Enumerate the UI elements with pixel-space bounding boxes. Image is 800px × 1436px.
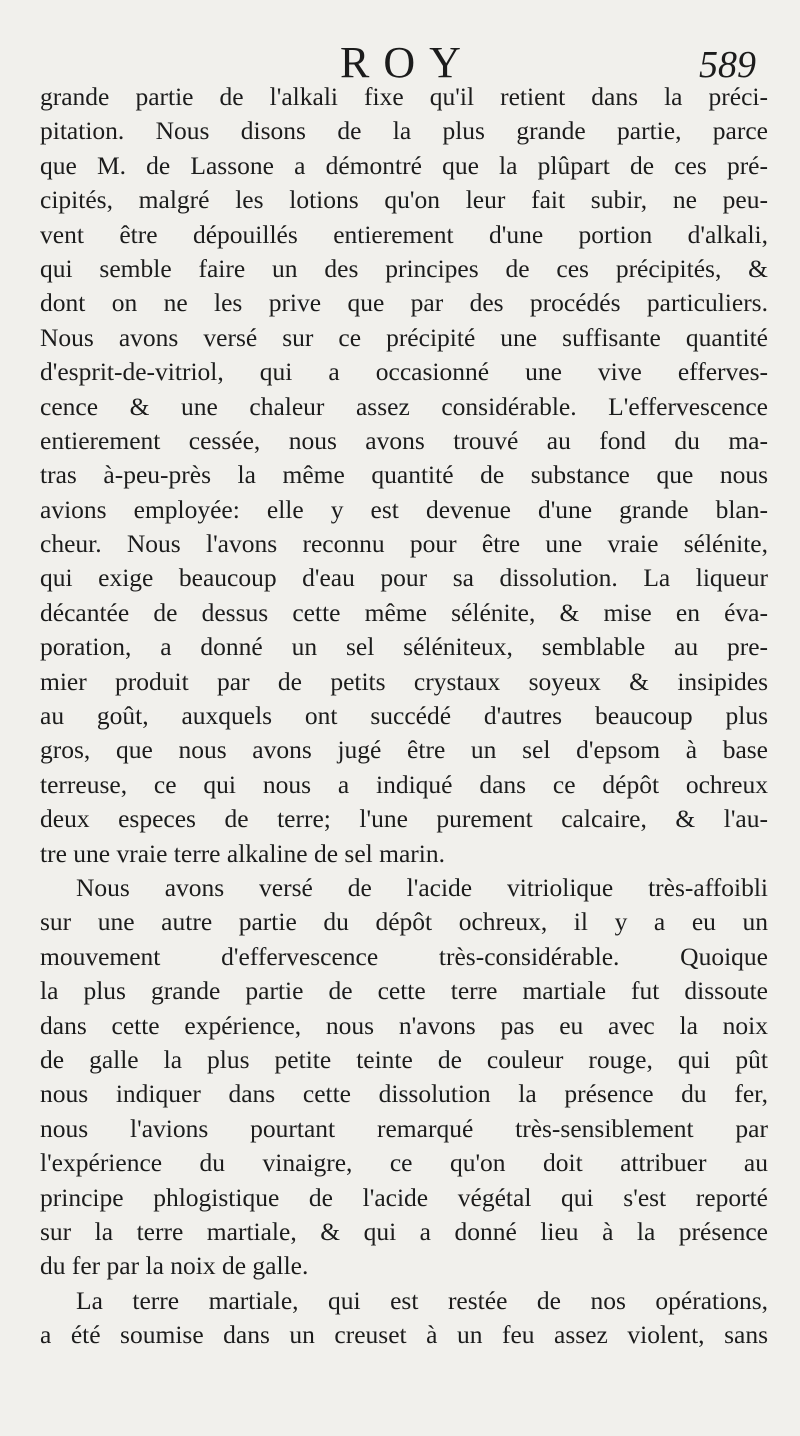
- text-line: au goût, auxquels ont succédé d'autres beaucoup plus: [40, 701, 768, 731]
- text-line: qui semble faire un des principes de ces précipités, &: [40, 253, 768, 283]
- text-line: cheur. Nous l'avons reconnu pour être une vraie sélénite,: [40, 529, 768, 559]
- text-line: cence & une chaleur assez considérable. L'effervescence: [40, 391, 768, 421]
- text-line: sur la terre martiale, & qui a donné lieu à la présence: [40, 1216, 768, 1246]
- text-line: a été soumise dans un creuset à un feu assez violent, sans: [40, 1320, 768, 1350]
- text-line: dans cette expérience, nous n'avons pas eu avec la noix: [40, 1010, 768, 1040]
- text-line: principe phlogistique de l'acide végétal qui s'est reporté: [40, 1182, 768, 1212]
- text-line: du fer par la noix de galle.: [40, 1251, 309, 1281]
- text-line: Nous avons versé de l'acide vitriolique très-affoibli: [76, 872, 768, 902]
- text-line: grande partie de l'alkali fixe qu'il retient dans la préci-: [40, 82, 768, 111]
- text-line: nous indiquer dans cette dissolution la présence du fer,: [40, 1079, 768, 1109]
- text-line: mier produit par de petits crystaux soyeux & insipides: [40, 666, 768, 696]
- text-body: [40, 80, 768, 1352]
- text-line: la plus grande partie de cette terre martiale fut dissoute: [40, 976, 768, 1006]
- text-line: vent être dépouillés entierement d'une portion d'alkali,: [40, 219, 768, 249]
- text-line: dont on ne les prive que par des procédés particuliers.: [40, 288, 768, 318]
- text-line: d'esprit-de-vitriol, qui a occasionné une vive efferves-: [40, 357, 768, 387]
- paragraph: [40, 1284, 768, 1353]
- text-line: sur une autre partie du dépôt ochreux, il y a eu un: [40, 907, 768, 937]
- text-line: l'expérience du vinaigre, ce qu'on doit attribuer au: [40, 1148, 768, 1178]
- text-line: entierement cessée, nous avons trouvé au fond du ma-: [40, 425, 768, 455]
- text-line: nous l'avions pourtant remarqué très-sensiblement par: [40, 1113, 768, 1143]
- text-line: tre une vraie terre alkaline de sel marin.: [40, 838, 445, 868]
- page-number: 589: [699, 44, 756, 86]
- text-line: qui exige beaucoup d'eau pour sa dissolution. La liqueur: [40, 563, 768, 593]
- text-line: tras à-peu-près la même quantité de substance que nous: [40, 460, 768, 490]
- text-line: terreuse, ce qui nous a indiqué dans ce dépôt ochreux: [40, 769, 768, 799]
- text-line: La terre martiale, qui est restée de nos opérations,: [76, 1285, 768, 1315]
- text-line: de galle la plus petite teinte de couleur rouge, qui pût: [40, 1044, 768, 1074]
- text-line: poration, a donné un sel séléniteux, semblable au pre-: [40, 632, 768, 662]
- paragraph: [40, 80, 768, 871]
- text-line: pitation. Nous disons de la plus grande partie, parce: [40, 116, 768, 146]
- text-line: décantée de dessus cette même sélénite, & mise en éva-: [40, 597, 768, 627]
- text-line: cipités, malgré les lotions qu'on leur fait subir, ne peu-: [40, 185, 768, 215]
- text-line: avions employée: elle y est devenue d'une grande blan-: [40, 494, 768, 524]
- text-line: Nous avons versé sur ce précipité une suffisante quantité: [40, 322, 768, 352]
- text-line: mouvement d'effervescence très-considérable. Quoique: [40, 941, 768, 971]
- text-line: deux especes de terre; l'une purement calcaire, & l'au-: [40, 804, 768, 834]
- text-line: que M. de Lassone a démontré que la plûpart de ces pré-: [40, 150, 768, 180]
- text-line: gros, que nous avons jugé être un sel d'epsom à base: [40, 735, 768, 765]
- running-title: ROY: [340, 38, 475, 87]
- paragraph: [40, 871, 768, 1284]
